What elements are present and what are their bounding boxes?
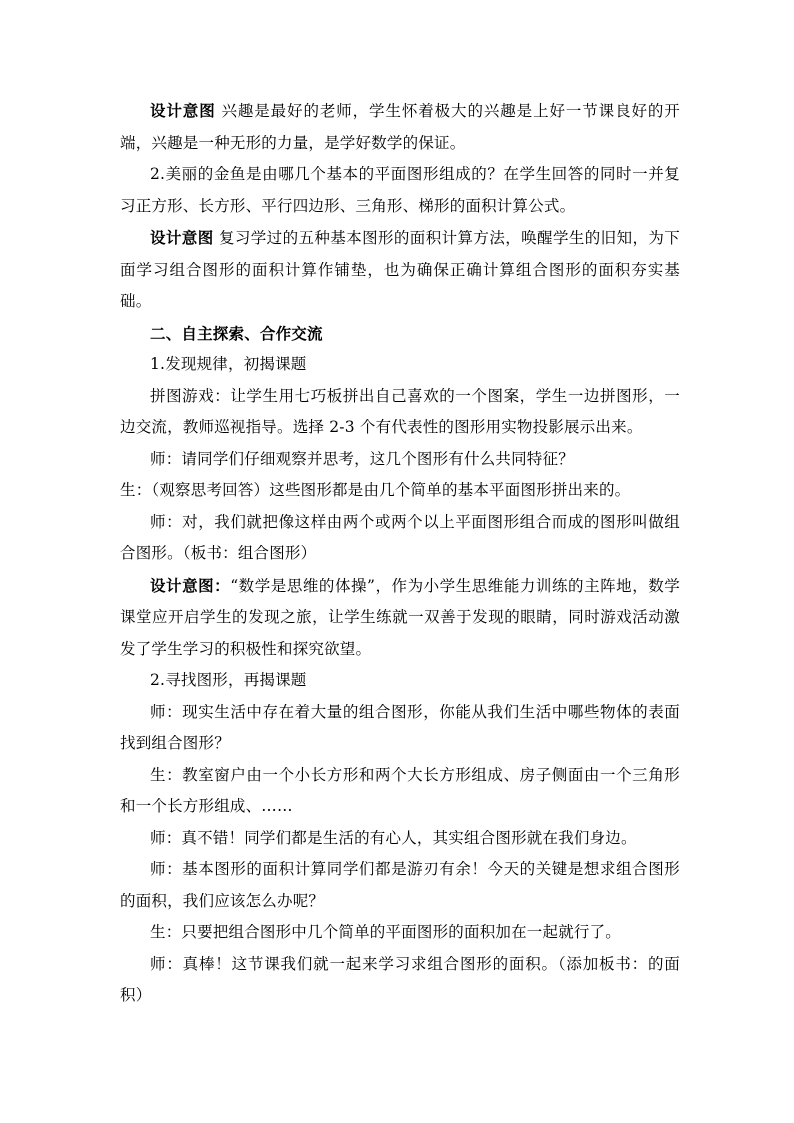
- paragraph-text: 师：现实生活中存在着大量的组合图形，你能从我们生活中哪些物体的表面找到组合图形？: [120, 702, 680, 752]
- paragraph-text: 师：对，我们就把像这样由两个或两个以上平面图形组合而成的图形叫做组合图形。（板书：组合图形）: [120, 512, 680, 562]
- paragraph-design-intent-2: [120, 222, 680, 318]
- paragraph-text: 1.发现规律，初揭课题: [150, 355, 307, 373]
- paragraph-text: 师：基本图形的面积计算同学们都是游刃有余！今天的关键是想求组合图形的面积，我们应该怎么办呢？: [120, 860, 680, 910]
- paragraph-teacher-key-question: [120, 854, 680, 917]
- paragraph-puzzle-game: [120, 381, 680, 444]
- paragraph-text: 生：教室窗户由一个小长方形和两个大长方形组成、房子侧面由一个三角形和一个长方形组成、……: [120, 765, 680, 815]
- paragraph-text: 师：真棒！这节课我们就一起来学习求组合图形的面积。（添加板书：的面积）: [120, 954, 680, 1004]
- paragraph-text: “数学是思维的体操”，作为小学生思维能力训练的主阵地，数学课堂应开启学生的发现之旅，让学生练就一双善于发现的眼睛，同时游戏活动激发了学生学习的积极性和探究欲望。: [120, 576, 680, 658]
- section-heading-text: 二、自主探索、合作交流: [150, 323, 323, 343]
- paragraph-teacher-conclusion: [120, 949, 680, 1012]
- paragraph-text: 复习学过的五种基本图形的面积计算方法，唤醒学生的旧知，为下面学习组合图形的面积计算作铺垫，也为确保正确计算组合图形的面积夯实基础。: [120, 229, 680, 310]
- paragraph-text: 拼图游戏：让学生用七巧板拼出自己喜欢的一个图案，学生一边拼图形，一边交流，教师巡视指导。选择 2-3 个有代表性的图形用实物投影展示出来。: [120, 386, 680, 436]
- paragraph-text: 2.寻找图形，再揭课题: [150, 671, 307, 689]
- design-intent-label: 设计意图: [150, 228, 214, 247]
- paragraph-design-intent-3: [120, 570, 680, 666]
- paragraph-text: 2.美丽的金鱼是由哪几个基本的平面图形组成的？在学生回答的同时一并复习正方形、长方形、平行四边形、三角形、梯形的面积计算公式。: [120, 165, 680, 215]
- paragraph-teacher-praise: [120, 823, 680, 855]
- paragraph-student-method: [120, 917, 680, 949]
- paragraph-goldfish-question: [120, 159, 680, 222]
- paragraph-student-examples: [120, 760, 680, 823]
- paragraph-teacher-real-life: [120, 697, 680, 760]
- document-body: [120, 95, 680, 1012]
- paragraph-design-intent-1: [120, 95, 680, 159]
- design-intent-label: 设计意图：: [150, 575, 231, 595]
- subheading-discover-rule: [120, 349, 680, 381]
- paragraph-text: 生：只要把组合图形中几个简单的平面图形的面积加在一起就行了。: [150, 923, 622, 941]
- subheading-find-shapes: [120, 665, 680, 697]
- design-intent-label: 设计意图: [150, 101, 216, 120]
- paragraph-text: 师：请同学们仔细观察并思考，这几个图形有什么共同特征？: [150, 449, 574, 468]
- paragraph-text: 师：真不错！同学们都是生活的有心人，其实组合图形就在我们身边。: [150, 828, 637, 847]
- paragraph-student-answer: [120, 475, 680, 507]
- paragraph-teacher-definition: [120, 507, 680, 570]
- paragraph-teacher-question: [120, 444, 680, 476]
- paragraph-text: 生：（观察思考回答）这些图形都是由几个简单的基本平面图形拼出来的。: [120, 481, 631, 499]
- paragraph-text: 兴趣是最好的老师，学生怀着极大的兴趣是上好一节课良好的开端，兴趣是一种无形的力量，是学好数学的保证。: [120, 102, 680, 152]
- section-heading: [120, 318, 680, 350]
